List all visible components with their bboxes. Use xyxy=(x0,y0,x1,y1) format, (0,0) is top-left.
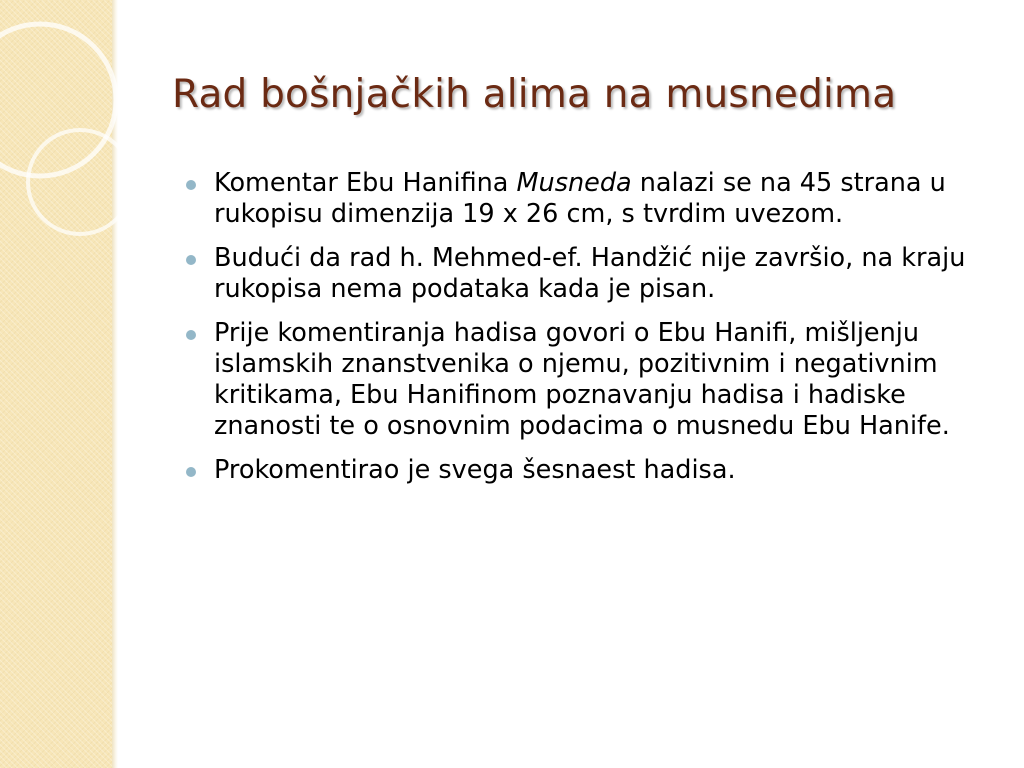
bullet-text: Prokomentirao je svega šesnaest hadisa. xyxy=(214,455,736,485)
bullet-item xyxy=(184,455,984,486)
bullet-text: Prije komentiranja hadisa govori o Ebu Hanifi, mišljenju islamskih znanstvenika o njemu, pozitivnim i negativnim kritikama, Ebu Hanifinom poznavanju hadisa i hadiske znanosti te o osnovnim podacima o musnedu Ebu Hanife. xyxy=(214,318,950,441)
decorative-ring-large xyxy=(0,24,116,176)
bullet-icon xyxy=(186,467,196,477)
bullet-list xyxy=(184,168,984,499)
bullet-text-end: nalazi se na 45 strana u rukopisu dimenzija 19 x 26 cm, s tvrdim uvezom. xyxy=(214,168,946,229)
bullet-item xyxy=(184,243,984,305)
bullet-text-start: Komentar Ebu Hanifina xyxy=(214,168,517,198)
bullet-icon xyxy=(186,180,196,190)
decorative-rings xyxy=(0,0,180,300)
bullet-text-italic: Musneda xyxy=(516,168,632,198)
bullet-item xyxy=(184,318,984,442)
bullet-icon xyxy=(186,255,196,265)
bullet-icon xyxy=(186,330,196,340)
bullet-item xyxy=(184,168,984,230)
bullet-text: Budući da rad h. Mehmed-ef. Handžić nije završio, na kraju rukopisa nema podataka kada je pisan. xyxy=(214,243,966,304)
decorative-ring-small xyxy=(28,130,132,234)
slide-title: Rad bošnjačkih alima na musnedima xyxy=(172,72,897,117)
